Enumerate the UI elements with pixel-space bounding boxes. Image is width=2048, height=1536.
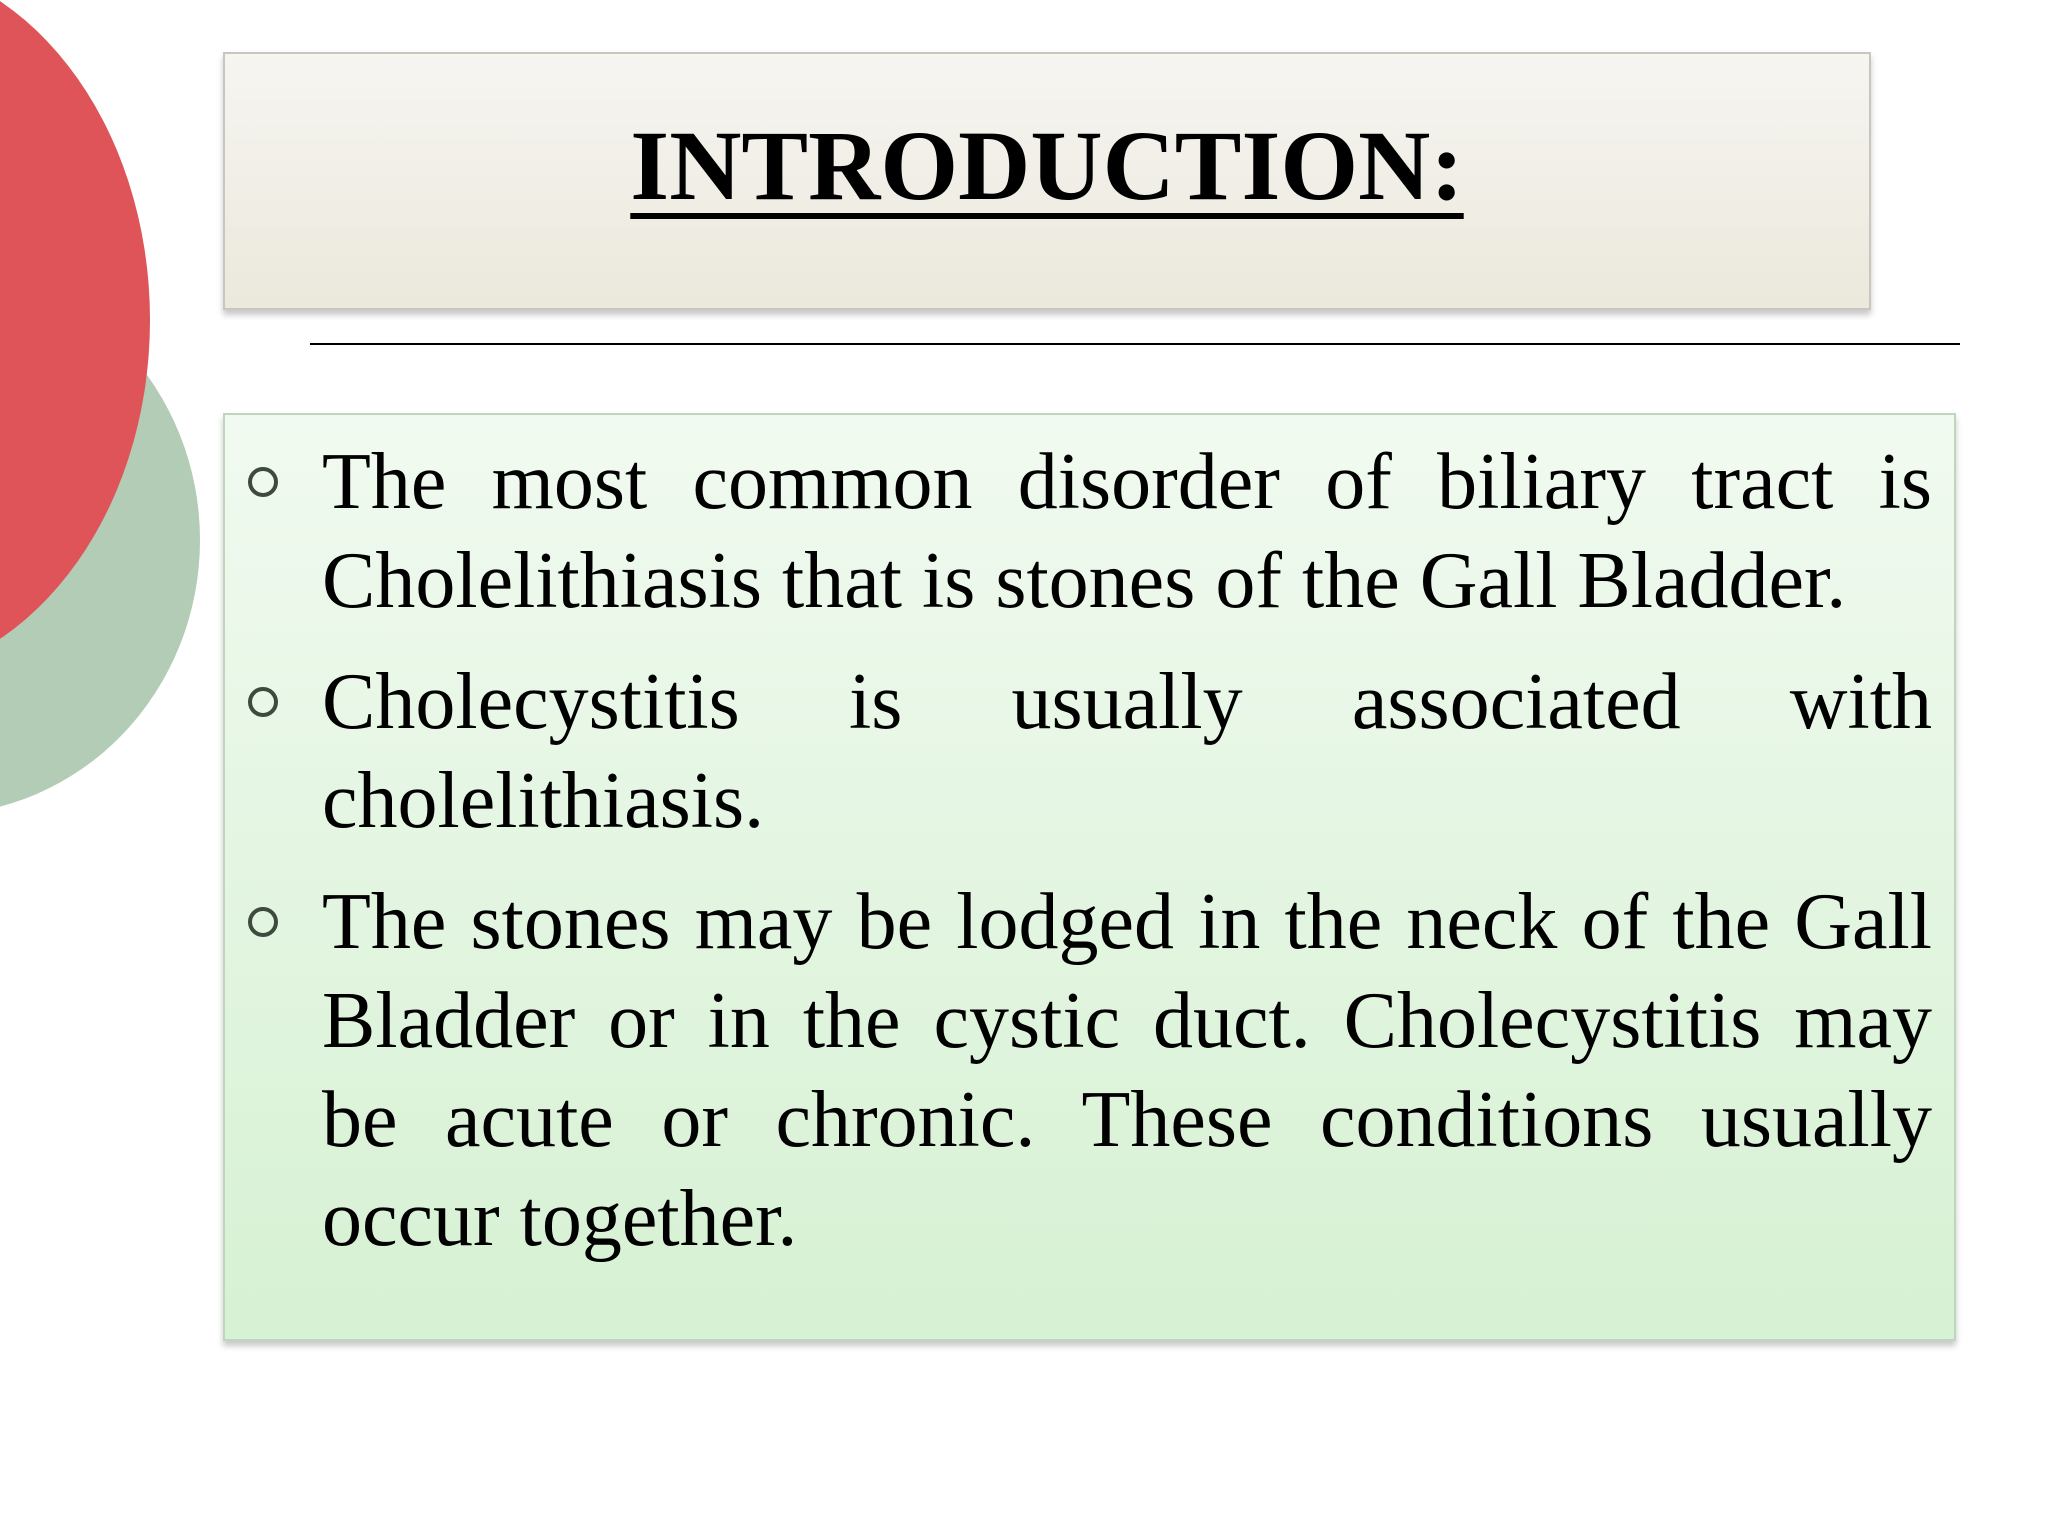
title-box [223, 52, 1871, 310]
bullet-text: The stones may be lodged in the neck of the Gall Bladder or in the cystic duct. Cholecystitis may be acute or chronic. These conditions usually occur together. [322, 878, 1932, 1263]
bullet-item [322, 653, 1932, 851]
slide-title: INTRODUCTION: [630, 110, 1464, 221]
bullet-text: Cholecystitis is usually associated with cholelithiasis. [322, 658, 1932, 845]
bullet-text: The most common disorder of biliary tract is Cholelithiasis that is stones of the Gall Bladder. [322, 438, 1932, 625]
bullet-item [322, 433, 1932, 631]
hollow-circle-bullet-icon [248, 687, 278, 717]
hollow-circle-bullet-icon [248, 907, 278, 937]
divider-line [310, 343, 1960, 345]
hollow-circle-bullet-icon [248, 467, 278, 497]
bullet-list [322, 433, 1932, 1291]
bullet-item [322, 873, 1932, 1269]
content-box [223, 413, 1956, 1341]
